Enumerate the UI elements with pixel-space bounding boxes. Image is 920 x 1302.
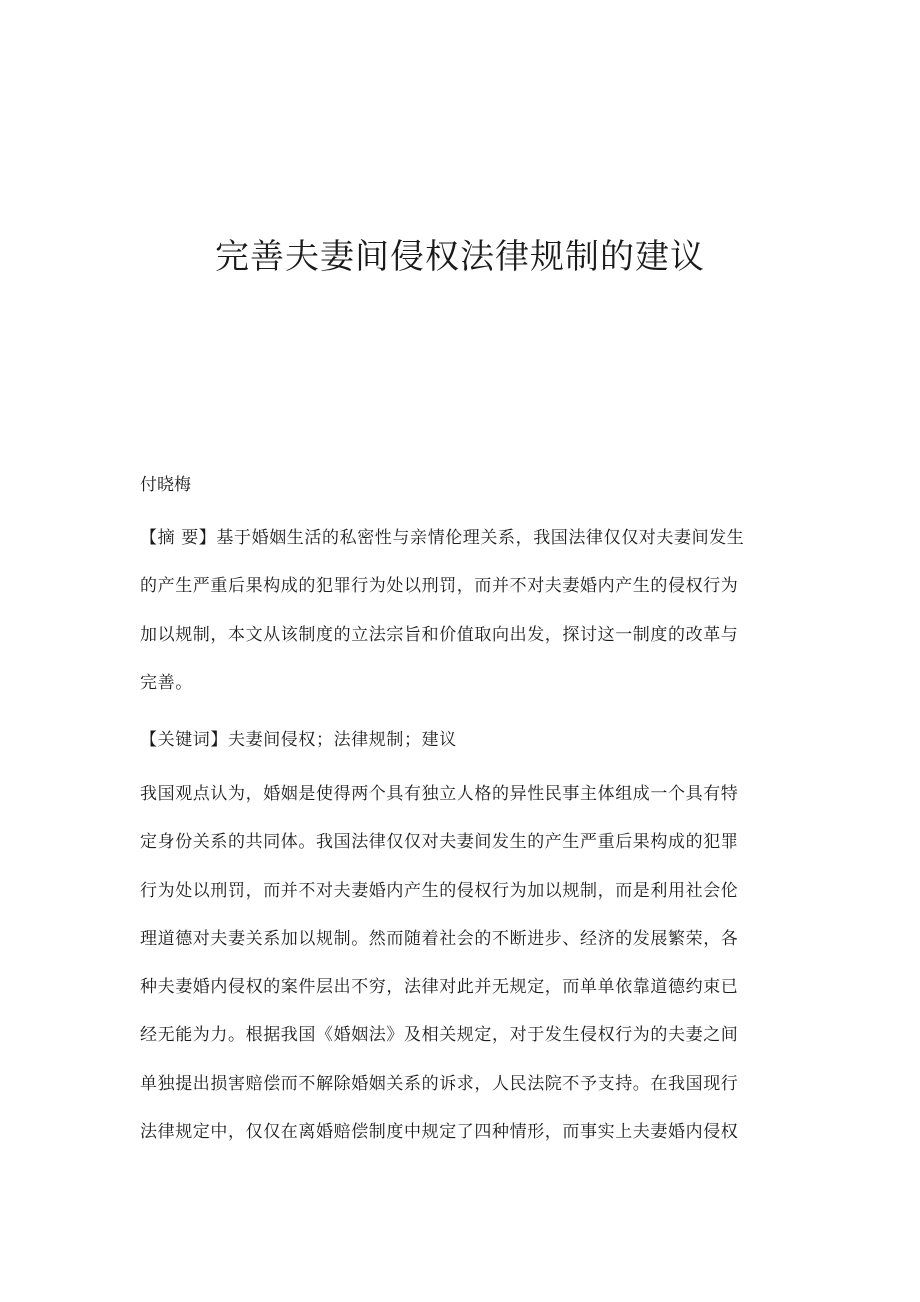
body-line: 理道德对夫妻关系加以规制。然而随着社会的不断进步、经济的发展繁荣，各 — [140, 928, 739, 949]
author-name: 付晓梅 — [140, 475, 191, 495]
body-line: 法律规定中，仅仅在离婚赔偿制度中规定了四种情形，而事实上夫妻婚内侵权 — [140, 1122, 739, 1143]
abstract-line: 加以规制，本文从该制度的立法宗旨和价值取向出发，探讨这一制度的改革与 — [140, 624, 739, 645]
body-line: 种夫妻婚内侵权的案件层出不穷，法律对此并无规定，而单单依靠道德约束已 — [140, 977, 739, 998]
body-line: 单独提出损害赔偿而不解除婚姻关系的诉求，人民法院不予支持。在我国现行 — [140, 1073, 739, 1094]
body-line: 定身份关系的共同体。我国法律仅仅对夫妻间发生的产生严重后果构成的犯罪 — [140, 832, 739, 853]
body-line: 经无能为力。根据我国《婚姻法》及相关规定，对于发生侵权行为的夫妻之间 — [140, 1025, 739, 1046]
body-line: 我国观点认为，婚姻是使得两个具有独立人格的异性民事主体组成一个具有特 — [140, 784, 739, 804]
document-title: 完善夫妻间侵权法律规制的建议 — [215, 236, 705, 277]
body-paragraph — [140, 770, 780, 1156]
keywords — [140, 716, 780, 764]
body-line: 行为处以刑罚，而并不对夫妻婚内产生的侵权行为加以规制，而是利用社会伦 — [140, 880, 739, 901]
abstract — [140, 514, 780, 707]
abstract-line: 完善。 — [140, 672, 193, 693]
keywords-line: 【关键词】夫妻间侵权；法律规制；建议 — [140, 730, 457, 750]
abstract-line: 【摘 要】基于婚姻生活的私密性与亲情伦理关系，我国法律仅仅对夫妻间发生 — [140, 528, 745, 548]
abstract-line: 的产生严重后果构成的犯罪行为处以刑罚，而并不对夫妻婚内产生的侵权行为 — [140, 576, 739, 597]
